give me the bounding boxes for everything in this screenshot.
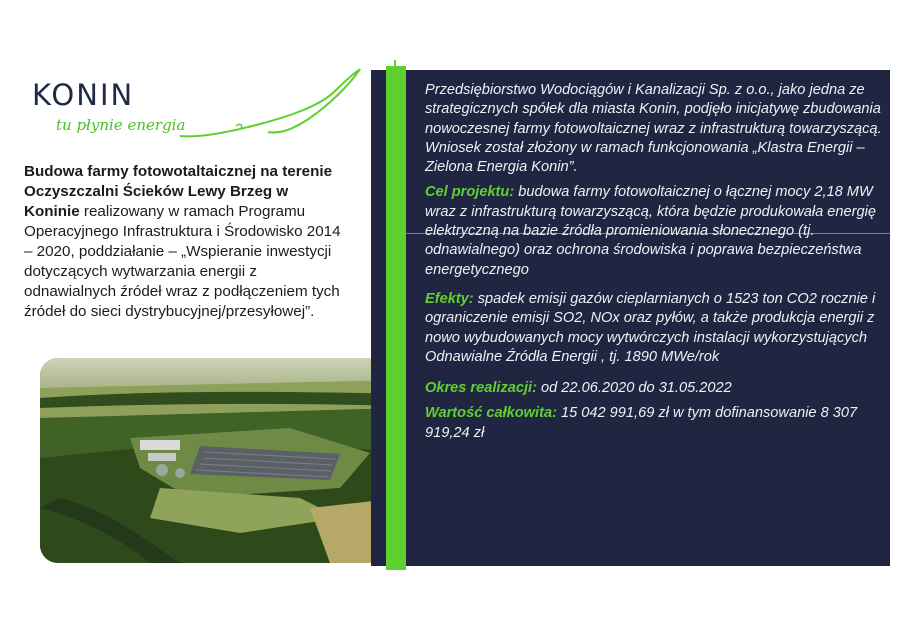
value-label: Wartość całkowita: (425, 405, 557, 422)
goal-text: budowa farmy fotowoltaicznej o łącznej mocy 2,18 MW wraz z infrastrukturą towarzyszącą, która będzie produkowała energię elektryczną na bazie źródła promieniowania słonecznego (tj. odnawialnego) oraz ochrona środowiska i poprawa bezpieczeństwa energetycznego (425, 184, 876, 278)
value-section (425, 404, 885, 443)
intro-body: realizowany w ramach Programu Operacyjnego Infrastruktura i Środowisko 2014 – 2020, poddziałanie – „Wspieranie inwestycji dotyczących wytwarzania energii z odnawialnych źródeł wraz z podłączeniem tych źródeł do sieci dystrybucyjnej/przesyłowej”. (24, 203, 341, 320)
effects-label: Efekty: (425, 290, 474, 307)
period-text: od 22.06.2020 do 31.05.2022 (536, 380, 732, 397)
aerial-photo-drawing (40, 358, 402, 563)
intro-title: Budowa farmy fotowotaltaicznej na terenie Oczyszczalni Ścieków Lewy Brzeg w Koninie (24, 163, 333, 220)
logo-tagline: tu płynie energia (56, 116, 186, 134)
konin-logo (30, 66, 370, 146)
green-accent-bar (386, 66, 406, 570)
period-label: Okres realizacji: (425, 380, 537, 397)
effects-text: spadek emisji gazów cieplarnianych o 1523 ton CO2 rocznie i ograniczenie emisji SO2, NOx oraz pyłów, a także produkcja energii z nowo wybudowanych mocy wytwórczych instalacji wykorzystujących Odnawialne Źródła Energii , tj. 1890 MWe/rok (425, 290, 876, 365)
panel-text (425, 81, 885, 443)
logo-wordmark: KONIN (32, 78, 135, 112)
period-section (425, 379, 885, 398)
value-text: 15 042 991,69 zł w tym dofinansowanie 8 307 919,24 zł (425, 405, 858, 441)
goal-label: Cel projektu: (425, 184, 515, 201)
intro-paragraph (24, 162, 346, 322)
aerial-photo-image (40, 358, 402, 563)
goal-section (425, 183, 885, 279)
effects-section (425, 290, 885, 367)
panel-description: Przedsiębiorstwo Wodociągów i Kanalizacji Sp. z o.o., jako jedna ze strategicznych spółek dla miasta Konin, podjęło inicjatywę zbudowania nowoczesnej farmy fotowoltaicznej wraz z infrastrukturą towarzyszącą. Wniosek został złożony w ramach funkcjonowania „Klastra Energii – Zielona Energia Konin”. (425, 82, 882, 176)
